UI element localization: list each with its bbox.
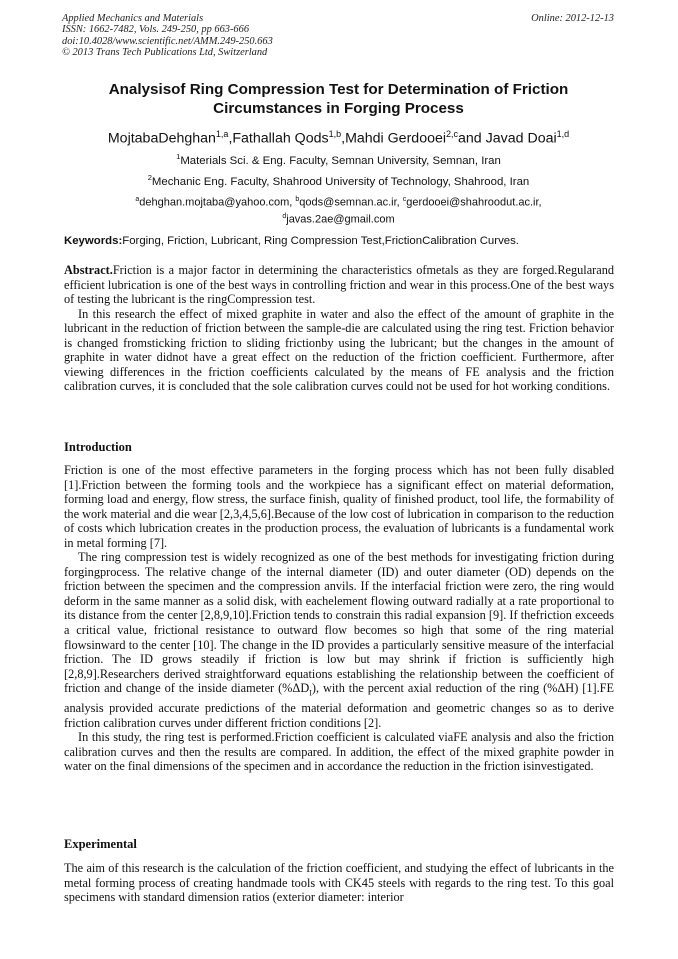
author-superscript: 1,a [215,129,229,139]
experimental-paragraph-1: The aim of this research is the calculation of the friction coefficient, and studying the effect of lubricants in the metal forming process of creating handmade tools with CK45 steels with regards to the ring test. To this goal specimens with standard dimension ratios (exterior diameter: interior [64,861,614,905]
email-marker: b [295,196,300,203]
email-marker: c [402,196,407,203]
author-name: MojtabaDehghan [107,130,216,147]
keywords-text: Forging, Friction, Lubricant, Ring Compression Test,FrictionCalibration Curves. [122,235,519,247]
online-date: Online: 2012-12-13 [531,13,614,24]
abstract-paragraph-1 [64,263,614,307]
experimental-heading: Experimental [64,837,137,851]
email-link[interactable]: qods@semnan.ac.ir, [299,196,403,209]
email-list [62,193,615,227]
abstract-paragraph-2: In this research the effect of mixed graphite in water and also the effect of the amount of graphite in the lubricant in the reduction of friction between the sample-die are calculated using the ring test. Friction behavior is changed fromsticking friction to sliding frictionby using the lubricant; but the changes in the amount of graphite in water didnot have a great effect on the reduction of the friction coefficient. Furthermore, after viewing differences in the friction coefficients calculated by the means of FE analysis and the friction calibration curves, it is concluded that the sole calibration curves could not be used for hot working conditions. [64,306,614,394]
introduction-heading: Introduction [64,440,132,454]
email-link[interactable]: javas.2ae@gmail.com [286,213,395,226]
intro-paragraph-1: Friction is one of the most effective parameters in the forging process which has not been fully disabled [1].Friction between the forming tools and the workpiece has a significant effect on material deformation, forming load and energy, flow stress, the surface finish, quality of finished product, tool life, the formability of the work material and die wear [2,3,4,5,6].Because of the low cost of lubrication in comparison to the reduction of costs which lubrication creates in the production process, the evaluation of lubricants is a fundamental work in metal forming [7]. [64,463,614,550]
intro-paragraph-3: In this study, the ring test is performed.Friction coefficient is calculated viaFE analysis and also the friction calibration curves and then the results are compared. In addition, the effect of the mixed graphite powder in water on the final dimensions of the specimen and in accordance the reduction in the friction isinvestigated. [64,730,614,774]
affiliation-text: Materials Sci. & Eng. Faculty, Semnan University, Semnan, Iran [180,154,501,167]
journal-header [62,13,273,59]
affiliation-2 [62,171,615,189]
email-line-1 [62,193,615,210]
issn-line: ISSN: 1662-7482, Vols. 249-250, pp 663-666 [62,24,250,36]
affiliation-marker: 1 [176,152,181,161]
author-superscript: 1,b [328,129,342,139]
doi-line: doi:10.4028/www.scientific.net/AMM.249-250.663 [62,35,273,47]
intro-paragraph-2-rest: ), with the percent axial reduction of the ring (%ΔH) [1].FE analysis provided accurate predictions of the material deformation and geometric changes so as to derive friction calibration curves under different friction conditions [2]. [64,681,614,730]
affiliation-marker: 2 [147,173,152,182]
intro-paragraph-2 [64,550,614,730]
author-list [62,125,615,148]
abstract-section [64,263,614,394]
introduction-section [64,463,614,774]
intro-subscript: I [309,688,312,698]
author-name: ,Mahdi Gerdooei [341,130,447,147]
author-superscript: 2,c [446,129,459,139]
intro-paragraph-2-text: The ring compression test is widely recognized as one of the best methods for investigating friction during forgingprocess. The relative change of the internal diameter (ID) and outer diameter (OD) depends on the friction between the specimen and the compression anvils. If the interfacial friction were zero, the ring would deform in the same manner as a solid disk, with eachelement flowing outward radially at a rate proportional to its distance from the center [2,8,9,10].Friction tends to constrain this radial expansion [9]. If thefriction exceeds a critical value, frictional resistance to outward flow becomes so high that some of the ring material flowsinward to the center [10]. The change in the ID provides a particularly sensitive measure of the interfacial friction. The ID grows steadily if friction is low but may shrink if friction is sufficiently high [2,8,9].Researchers derived straightforward equations establishing the relationship between the coefficient of friction and change of the inside diameter (%ΔD [64,550,614,696]
copyright-line: © 2013 Trans Tech Publications Ltd, Switzerland [62,47,268,59]
journal-name: Applied Mechanics and Materials [62,13,204,24]
paper-title [62,80,615,118]
author-name: ,Fathallah Qods [228,130,329,147]
abstract-text: Friction is a major factor in determining the characteristics ofmetals as they are forged.Regularand efficient lubrication is one of the best ways in controlling friction and wear in this process.One of the best ways of testing the lubricant is the ringCompression test. [64,263,614,307]
affiliation-text: Mechanic Eng. Faculty, Shahrood University of Technology, Shahrood, Iran [151,175,530,188]
email-marker: a [135,196,140,203]
email-line-2 [62,210,615,227]
abstract-label: Abstract. [64,263,113,277]
affiliation-1 [62,150,615,168]
keywords [64,234,616,248]
experimental-section [64,861,614,905]
author-name: and Javad Doai [458,130,557,147]
title-line-2: Circumstances in Forging Process [213,100,464,117]
author-superscript: 1,d [556,129,570,139]
email-link[interactable]: gerdooei@shahroodut.ac.ir, [406,196,542,209]
title-line-1: Analysisof Ring Compression Test for Determination of Friction [108,81,569,98]
keywords-label: Keywords: [64,235,123,247]
email-link[interactable]: dehghan.mojtaba@yahoo.com, [139,196,296,209]
email-marker: d [282,213,287,221]
